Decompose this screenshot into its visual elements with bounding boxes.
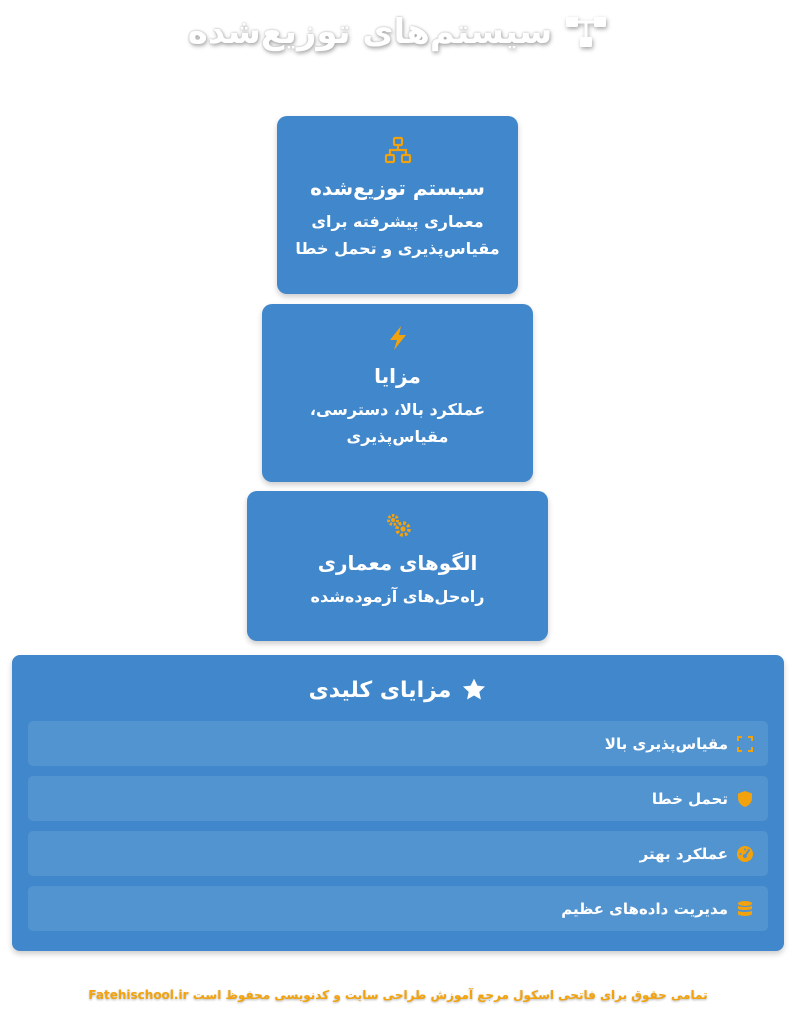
bolt-icon [384, 324, 412, 352]
expand-icon [736, 735, 754, 753]
card-description: معماری پیشرفته برای مقیاس‌پذیری و تحمل خطا [295, 212, 500, 258]
footer-copyright: تمامی حقوق برای فاتحی اسکول مرجع آموزش طراحی سایت و کدنویسی محفوظ است Fatehischool.ir [88, 988, 708, 1002]
card-title: الگوهای معماری [317, 551, 478, 575]
network-icon [384, 136, 412, 164]
shield-icon [736, 790, 754, 808]
sitemap-icon [564, 14, 608, 50]
key-benefits-title-text: مزایای کلیدی [308, 677, 452, 703]
card-title: سیستم توزیع‌شده [310, 176, 485, 200]
benefit-item-performance [28, 831, 768, 876]
key-benefits-title [28, 677, 768, 703]
benefit-item-big-data [28, 886, 768, 931]
star-icon [461, 677, 487, 703]
benefit-label: مدیریت داده‌های عظیم [561, 899, 728, 918]
benefit-label: تحمل خطا [651, 789, 728, 808]
card-description: عملکرد بالا، دسترسی، مقیاس‌پذیری [309, 400, 486, 446]
benefit-label: مقیاس‌پذیری بالا [604, 734, 728, 753]
benefit-item-scalability [28, 721, 768, 766]
page-title-text: سیستم‌های توزیع‌شده [187, 12, 553, 52]
key-benefits-panel [12, 655, 784, 951]
card-distributed-system [277, 116, 518, 294]
card-architecture-patterns [247, 491, 548, 641]
benefit-item-fault-tolerance [28, 776, 768, 821]
card-description: راه‌حل‌های آزموده‌شده [310, 587, 485, 606]
database-icon [736, 900, 754, 918]
benefit-label: عملکرد بهتر [639, 844, 728, 863]
gauge-icon [736, 845, 754, 863]
page-title [0, 12, 796, 52]
card-advantages [262, 304, 533, 482]
gears-icon [384, 511, 412, 539]
card-title: مزایا [374, 364, 421, 388]
